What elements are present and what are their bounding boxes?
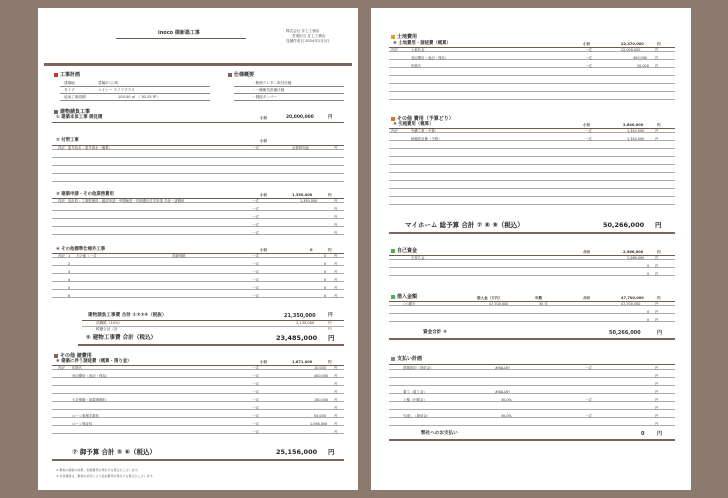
document-title: inoco 様新築工事 bbox=[158, 30, 200, 36]
plan-value-site: 豊橋市○○町 bbox=[98, 81, 119, 85]
blank-row bbox=[389, 201, 675, 205]
main-work-unit: 円 bbox=[328, 115, 333, 120]
estimate-date: 見積作成日 2024年1月1日 bbox=[286, 39, 330, 43]
other-work-unit: 円 bbox=[328, 248, 332, 252]
payment-row: 引渡し（最終金） 30.0% 一式 円 bbox=[389, 414, 675, 418]
plan-value-area: 100.00 ㎡ （ 30.25 坪） bbox=[118, 95, 160, 99]
blank-row bbox=[389, 153, 675, 157]
payment-row: 着工（着工金） #VALUE! 円 bbox=[389, 390, 675, 394]
title-underline bbox=[116, 38, 246, 39]
grand-total-unit: 円 bbox=[328, 448, 335, 456]
plan-row-line bbox=[60, 100, 210, 101]
other-work-subtotal-label: 小計 bbox=[260, 248, 268, 252]
blank-row bbox=[389, 193, 675, 197]
plan-square-icon bbox=[54, 73, 58, 77]
misc-row: ローン保証料 一式 1,056,000 円 bbox=[52, 422, 344, 426]
other-work-row: 内訳 1 その他（一式 詳細別紙 一式 0 円 bbox=[52, 254, 344, 258]
tax-total-label: 税額合計（計 bbox=[96, 327, 118, 331]
grand-total-label: ⑦ 御予算 合計 ⑤ ⑥（税込） bbox=[72, 448, 157, 456]
building-subtotal-amount: 21,350,000 bbox=[284, 313, 316, 319]
other-work-amount: 0 bbox=[310, 248, 313, 252]
other-work-row: 5 一式 0 円 bbox=[52, 286, 344, 290]
tax-total-unit: 円 bbox=[328, 327, 332, 331]
own-total-unit: 円 bbox=[657, 250, 661, 254]
misc-row: 登記費用（表記・保存） 一式 400,000 円 bbox=[52, 374, 344, 378]
main-work-subtotal-label: 小計 bbox=[260, 116, 268, 120]
own-square-icon bbox=[391, 249, 395, 253]
blank-row bbox=[389, 185, 675, 189]
misc-subtotal-label: 小計 bbox=[260, 360, 268, 364]
tax-label: 消費税（10%） bbox=[96, 321, 122, 325]
extra-row: 地盤改良費（予算） 一式 1,320,000 円 bbox=[389, 137, 675, 141]
plan-label-type: タイプ bbox=[64, 88, 75, 92]
spec-section-title: 仕様概要 bbox=[228, 72, 254, 78]
loan-section-title: 借入金額 bbox=[391, 294, 417, 300]
blank-row bbox=[389, 72, 675, 76]
application-subtotal-label: 小計 bbox=[260, 193, 268, 197]
fund-total-unit: 円 bbox=[657, 330, 663, 336]
misc-row: 一式 円 bbox=[52, 430, 344, 434]
blank-row bbox=[52, 162, 344, 166]
other-work-row: 6 一式 0 円 bbox=[52, 294, 344, 298]
myhome-total-label: マイホーム 総予算 合計 ⑦ ⑧ ⑨（税込） bbox=[405, 221, 524, 229]
myhome-total-amount: 50,266,000 bbox=[603, 221, 645, 229]
application-row: 内訳 設計料・工事監理料・確認申請・中間検査・長期優良住宅申請 手続・諸費用 一式 1,350,000 円 bbox=[52, 199, 344, 203]
misc-row: 一式 円 bbox=[52, 406, 344, 410]
other-work-label: ④ その他標準仕様外工事 bbox=[56, 247, 106, 252]
myhome-total-line bbox=[389, 232, 675, 234]
land-row: 内訳 土地代金 一式 22,000,000 円 bbox=[389, 48, 675, 52]
spec-square-icon bbox=[228, 73, 232, 77]
loan-years-header: 年数 bbox=[535, 296, 543, 300]
application-blank-row: 一式 円 bbox=[52, 231, 344, 235]
payment-section-title: 支払い計画 bbox=[391, 356, 422, 362]
own-row: 手持ち金 2,566,000 円 bbox=[389, 256, 675, 260]
misc-section-title: その他 諸費用 bbox=[54, 353, 92, 359]
extra-amount: 2,640,000 bbox=[623, 123, 644, 127]
blank-row bbox=[389, 169, 675, 173]
blank-row bbox=[389, 161, 675, 165]
application-amount: 1,350,000 bbox=[292, 193, 313, 197]
plan-row-line bbox=[60, 93, 210, 94]
blank-row bbox=[389, 80, 675, 84]
misc-row: ローン事務手数料 一式 55,000 円 bbox=[52, 414, 344, 418]
loan-total-unit: 円 bbox=[657, 296, 661, 300]
payment-line bbox=[389, 364, 675, 365]
remaining-payment-amount: 0 bbox=[641, 431, 645, 437]
spec-item: ・制振ダンパー bbox=[252, 95, 277, 99]
extra-row: 内訳 外構工事（予算） 一式 1,320,000 円 bbox=[389, 129, 675, 133]
loan-row: 0 円 bbox=[389, 318, 675, 322]
plan-label-area: 延床工事面積 bbox=[64, 95, 86, 99]
loan-square-icon bbox=[391, 295, 395, 299]
main-work-amount: 20,000,000 bbox=[286, 115, 314, 120]
misc-square-icon bbox=[54, 354, 58, 358]
plan-label-site: 建築地 bbox=[64, 81, 75, 85]
spec-row-line bbox=[234, 86, 344, 87]
misc-unit: 円 bbox=[328, 360, 332, 364]
blank-row bbox=[389, 88, 675, 92]
blank-row bbox=[52, 154, 344, 158]
extra-square-icon bbox=[391, 117, 395, 121]
footnote: ※ 本見積書は、敷地の状況により追加費用が発生する場合がございます。 bbox=[56, 474, 156, 478]
payment-row: 円 bbox=[389, 382, 675, 386]
main-work-label: ① 建築本体工事 御見積 bbox=[56, 115, 103, 120]
extra-subtotal-label: 小計 bbox=[583, 123, 591, 127]
main-work-line bbox=[52, 122, 344, 123]
spec-item: ・一種換気設備仕様 bbox=[252, 88, 285, 92]
remaining-payment-unit: 円 bbox=[657, 431, 663, 437]
incidental-label: ② 付帯工事 bbox=[56, 138, 79, 143]
myhome-total-unit: 円 bbox=[655, 221, 662, 229]
application-unit: 円 bbox=[328, 193, 332, 197]
misc-amount: 1,671,000 bbox=[292, 360, 313, 364]
loan-row: 0 円 bbox=[389, 310, 675, 314]
other-work-row: 3 一式 0 円 bbox=[52, 270, 344, 274]
misc-label: ⑥ 建築に伴う諸経費（概算・預り金） bbox=[56, 359, 132, 364]
building-square-icon bbox=[54, 110, 58, 114]
own-row: 0 円 bbox=[389, 272, 675, 276]
other-work-row: 2 一式 0 円 bbox=[52, 262, 344, 266]
land-subtotal-label: 小計 bbox=[583, 42, 591, 46]
misc-row: 一式 円 bbox=[52, 382, 344, 386]
land-label: ⑧ 土地費用・諸経費（概算） bbox=[393, 41, 451, 46]
section-divider-top bbox=[44, 63, 352, 66]
fund-total-amount: 50,266,000 bbox=[609, 330, 641, 336]
construction-total-line bbox=[78, 344, 344, 346]
loan-row: ○○銀行 47,700,000 35 年 47,700,000 円 bbox=[389, 302, 675, 306]
fund-total-label: 資金合計 ⑨ bbox=[423, 330, 447, 335]
blank-row bbox=[389, 96, 675, 100]
plan-section-title: 工事計画 bbox=[54, 72, 80, 78]
building-subtotal-label: 建物請負工事費 合計 ①②③④（税抜） bbox=[88, 313, 167, 318]
own-row: 0 円 bbox=[389, 264, 675, 268]
extra-label: ⑨ 引越費用（概算） bbox=[393, 122, 434, 127]
staff-name: 営業担当 井上工務店 bbox=[292, 34, 326, 38]
construction-total-label: ⑤ 建物工事費 合計（税込） bbox=[86, 335, 157, 341]
own-section-title: 自己資金 bbox=[391, 248, 417, 254]
land-square-icon bbox=[391, 35, 395, 39]
plan-value-type: ベイシー ライフプラス bbox=[98, 88, 135, 92]
footnote: ※ 敷地の調査の結果、別途費用が発生する場合がございます。 bbox=[56, 468, 141, 472]
payment-row: 建築契約（契約金） #VALUE! 一式 円 bbox=[389, 366, 675, 370]
extra-section-title: その他 費用（予算どり） bbox=[391, 116, 454, 122]
blank-row bbox=[389, 177, 675, 181]
blank-row bbox=[52, 178, 344, 182]
extra-unit: 円 bbox=[657, 123, 661, 127]
payment-row: 円 bbox=[389, 374, 675, 378]
tax-line bbox=[82, 326, 344, 327]
application-blank-row: 一式 円 bbox=[52, 223, 344, 227]
incidental-subtotal-label: 小計 bbox=[260, 139, 268, 143]
remaining-payment-line bbox=[389, 439, 675, 441]
own-total-label: 合計 bbox=[583, 250, 591, 254]
building-section-title: 建物請負工事 bbox=[54, 109, 90, 115]
spec-row-line bbox=[234, 93, 344, 94]
tax-unit: 円 bbox=[328, 321, 332, 325]
loan-total-amount: 47,700,000 bbox=[621, 296, 644, 300]
remaining-payment-label: 弊社へのお支払い bbox=[421, 431, 458, 436]
estimate-page-right bbox=[371, 8, 691, 490]
incidental-row: 内訳 屋外給水・屋外排水（概算） 一式 必要時別途 円 bbox=[52, 146, 344, 150]
payment-row: 円 bbox=[389, 406, 675, 410]
tax-amount: 2,135,000 bbox=[296, 321, 315, 325]
application-blank-row: 一式 円 bbox=[52, 215, 344, 219]
land-unit: 円 bbox=[657, 42, 661, 46]
company-name: 株式会社 井上工務店 bbox=[286, 29, 320, 33]
fund-total-line bbox=[389, 338, 675, 340]
grand-total-line bbox=[52, 459, 344, 461]
spec-row-line bbox=[234, 100, 344, 101]
construction-total-unit: 円 bbox=[328, 334, 335, 342]
land-section-title: 土地費用 bbox=[391, 34, 417, 40]
plan-row-line bbox=[60, 86, 210, 87]
grand-total-amount: 25,156,000 bbox=[276, 448, 318, 456]
estimate-page-left bbox=[38, 8, 358, 490]
blank-row bbox=[389, 145, 675, 149]
misc-row: 火災保険・地震保険料 一式 150,000 円 bbox=[52, 398, 344, 402]
application-blank-row: 一式 円 bbox=[52, 207, 344, 211]
spec-item: ・断熱ウレタン吹付仕様 bbox=[252, 81, 292, 85]
payment-row: 上棟（中間金） 30.0% 一式 円 bbox=[389, 398, 675, 402]
land-row: 登記費用（表記・保存） 一式 450,000 円 bbox=[389, 56, 675, 60]
loan-total-label: 合計 bbox=[583, 296, 591, 300]
payment-row: 円 bbox=[389, 422, 675, 426]
misc-row: 内訳 印紙代 一式 10,000 円 bbox=[52, 366, 344, 370]
own-total-amount: 2,566,000 bbox=[623, 250, 644, 254]
building-subtotal-unit: 円 bbox=[328, 313, 333, 318]
payment-square-icon bbox=[391, 357, 395, 361]
misc-row: 一式 円 bbox=[52, 390, 344, 394]
construction-total-amount: 23,485,000 bbox=[276, 334, 318, 342]
blank-row bbox=[52, 170, 344, 174]
loan-amount-header: 借入金（万円） bbox=[477, 296, 503, 300]
application-label: ③ 建築申請・その他業務費用 bbox=[56, 192, 114, 197]
other-work-row: 4 一式 0 円 bbox=[52, 278, 344, 282]
land-amount: 22,470,000 bbox=[621, 42, 644, 46]
land-row: 印紙代 一式 20,000 円 bbox=[389, 64, 675, 68]
